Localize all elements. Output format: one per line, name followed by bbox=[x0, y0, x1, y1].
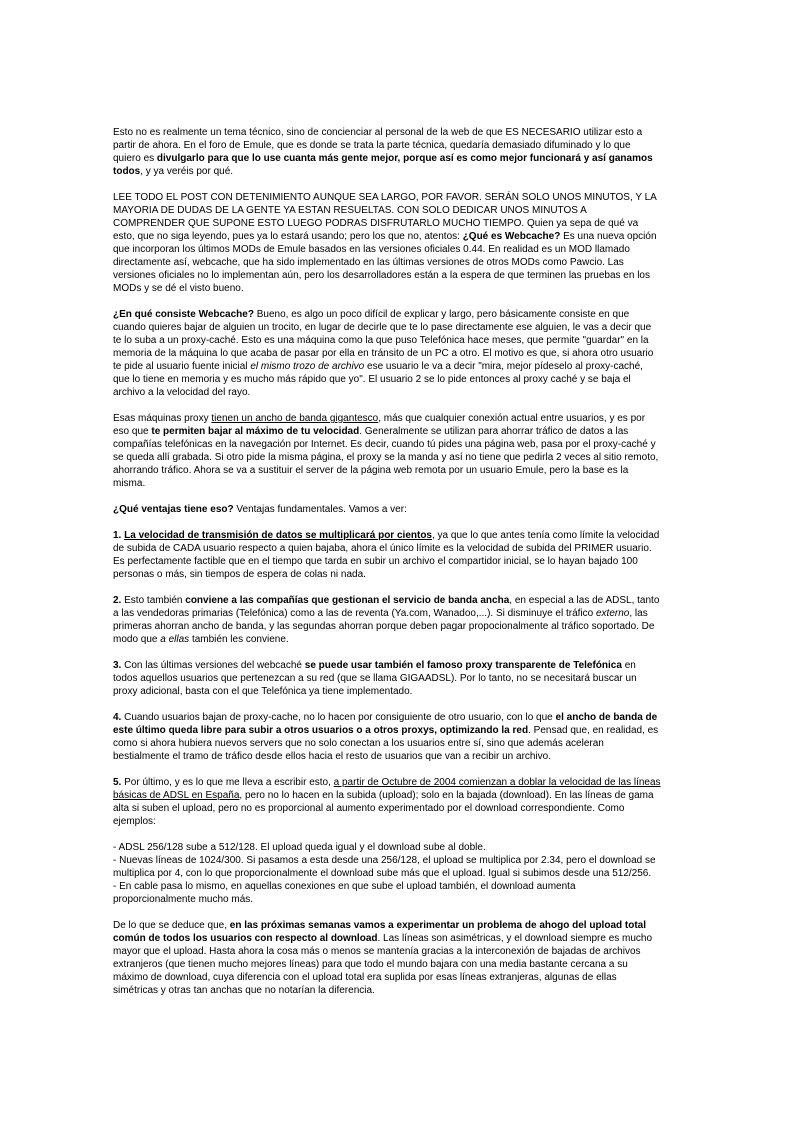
text-segment: Esto también bbox=[121, 595, 186, 606]
text-segment: en las próximas semanas vamos a experimentar un problema de ahogo del upload total común de todos los usuarios con respecto al download bbox=[113, 920, 647, 944]
paragraph-p8 bbox=[113, 659, 661, 698]
text-segment: en todos aquellos usuarios que pertenezcan a su red (que se llama GIGAADSL). Por lo tanto, no se necesitará buscar un proxy adicional, basta con el que Telefónica ya tiene implementado. bbox=[113, 660, 637, 697]
paragraph-p10 bbox=[113, 776, 661, 828]
text-segment: conviene a las compañías que gestionan el servicio de banda ancha bbox=[185, 595, 510, 606]
text-segment: el ancho de banda de este último queda libre para subir a otros usuarios o a otros proxys, optimizando la red bbox=[113, 712, 658, 736]
text-segment: La velocidad de transmisión de datos se multiplicará por cientos bbox=[124, 530, 432, 541]
text-segment: se puede usar también el famoso proxy transparente de Telefónica bbox=[304, 660, 622, 671]
text-segment: 3. bbox=[113, 660, 122, 671]
text-segment: 4. bbox=[113, 712, 122, 723]
text-segment: a ellas bbox=[160, 634, 190, 645]
text-segment: , y ya veréis por qué. bbox=[140, 166, 234, 177]
paragraph-p1 bbox=[113, 126, 661, 178]
paragraph-p9 bbox=[113, 711, 661, 763]
text-segment: . Generalmente se utilizan para ahorrar tráfico de datos a las compañías telefónicas en la navegación por Internet. Es decir, cuando tú pides una página web, pasa por el proxy-caché y se queda allí grabada. Si otro pide la misma página, el proxy se la manda y así no tiene que pedirla 2 veces al sitio remoto, ahorrando tráfico. Ahora se va a sustituir el server de la página web remota por un usuario Emule, pero la base es la misma. bbox=[113, 426, 659, 489]
paragraph-p4 bbox=[113, 412, 661, 490]
text-segment: 1. bbox=[113, 530, 125, 541]
text-segment: ¿Qué ventajas tiene eso? bbox=[113, 504, 234, 515]
text-segment: 2. bbox=[113, 595, 122, 606]
paragraph-p3 bbox=[113, 308, 661, 399]
document-body bbox=[113, 126, 661, 1010]
text-segment: Ventajas fundamentales. Vamos a ver: bbox=[233, 504, 407, 515]
paragraph-p6 bbox=[113, 529, 661, 581]
text-segment: Esto no es realmente un tema técnico, sino de concienciar al personal de la web de que ES NECESARIO utilizar esto a partir de ahora. En el foro de Emule, que es donde se trata la parte técnica, quedaría demasiado difuminado y lo que quiero es bbox=[113, 127, 643, 164]
text-segment: LEE TODO EL POST CON DETENIMIENTO AUNQUE SEA LARGO, POR FAVOR. SERÁN SOLO UNOS MINUTOS, Y LA MAYORIA DE DUDAS DE LA GENTE YA ESTAN RESUELTAS. CON SOLO DEDICAR UNOS MINUTOS A COMPRENDER QUE SUPONE ESTO LUEGO PODRAS DISFRUTARLO MUCHO TIEMPO. Quien ya sepa de qué va esto, que no siga leyendo, pues ya lo estará usando; pero los que no, atentos: bbox=[113, 192, 657, 242]
text-segment: a partir de Octubre de 2004 comienzan a doblar la velocidad de las líneas básicas de ADSL en España bbox=[113, 777, 661, 801]
text-segment: divulgarlo para que lo use cuanta más gente mejor, porque así es como mejor funcionará y así ganamos todos bbox=[113, 153, 653, 177]
text-segment: - ADSL 256/128 sube a 512/128. El upload queda igual y el download sube al doble. bbox=[113, 842, 486, 853]
paragraph-p2 bbox=[113, 191, 661, 295]
text-segment: ¿En qué consiste Webcache? bbox=[113, 309, 254, 320]
text-segment: ¿Qué es Webcache? bbox=[462, 231, 561, 242]
text-segment: Bueno, es algo un poco difícil de explicar y largo, pero básicamente consiste en que cuando quieres bajar de alguien un trocito, en lugar de decirle que te lo pase directamente ese alguien, le vas a decir que te lo suba a un proxy-caché. Esto es una máquina como la que puso Telefónica hace meses, que permite "guardar" en la memoria de la máquina lo que acaba de pasar por ella en tránsito de un PC a otro. El motivo es que, si ahora otro usuario te pide al usuario fuente inicial bbox=[113, 309, 654, 372]
text-segment: , en especial a las de ADSL, tanto a las vendedoras primarias (Telefónica) como a las de reventa (Ya.com, Wanadoo,...). Si disminuye el tráfico bbox=[113, 595, 660, 619]
text-segment: - En cable pasa lo mismo, en aquellas conexiones en que sube el upload también, el download aumenta proporcionalmente mucho más. bbox=[113, 881, 576, 905]
text-segment: . Las líneas son asimétricas, y el download siempre es mucho mayor que el upload. Hasta ahora la cosa más o menos se mantenía gracias a la interconexión de bajadas de archivos extranjeros (que tienen mucho mejores líneas) para que todo el mundo bajara con una media bastante cercana a su máximo de download, cuya diferencia con el upload total era suplida por esas líneas extranjeras, algunas de ellas simétricas y otras tan anchas que no notarían la diferencia. bbox=[113, 933, 653, 996]
text-segment: - Nuevas líneas de 1024/300. Si pasamos a esta desde una 256/128, el upload se multiplica por 2.34, pero el download se multiplica por 4, con lo que proporcionalmente el download sube más que el upload. Igual si subimos desde una 512/256. bbox=[113, 855, 656, 879]
text-segment: , ya que lo que antes tenía como límite la velocidad de subida de CADA usuario respecto a quien bajaba, ahora el único límite es la velocidad de subida del PRIMER usuario. Es perfectamente factible que en el tiempo que tarda en subir un archivo el compartidor inicial, se lo hayan bajado 100 personas o más, sin tiempos de espera de colas ni nada. bbox=[113, 530, 660, 580]
text-segment: el mismo trozo de archivo bbox=[250, 361, 365, 372]
text-segment: , más que cualquier conexión actual entre usuarios, y es por eso que bbox=[113, 413, 646, 437]
paragraph-p11b bbox=[113, 854, 661, 880]
paragraph-p5 bbox=[113, 503, 661, 516]
text-segment: . Pensad que, en realidad, es como si ahora hubiera nuevos servers que no solo conectan a los usuarios entre sí, sino que además aceleran bestialmente el tramo de tráfico desde ellos hacia el resto de usuarios que van a recibir un archivo. bbox=[113, 725, 659, 762]
text-segment: Por último, y es lo que me lleva a escribir esto, bbox=[121, 777, 334, 788]
paragraph-p11c bbox=[113, 880, 661, 906]
text-segment: Cuando usuarios bajan de proxy-cache, no lo hacen por consiguiente de otro usuario, con lo que bbox=[121, 712, 556, 723]
text-segment: 5. bbox=[113, 777, 122, 788]
paragraph-p7 bbox=[113, 594, 661, 646]
text-segment: , pero no lo hacen en la subida (upload); solo en la bajada (download). En las líneas de gama alta si suben el upload, pero no es proporcional al aumento experimentado por el download correspondiente. Como ejemplos: bbox=[113, 790, 654, 827]
paragraph-p12 bbox=[113, 919, 661, 997]
text-segment: Es una nueva opción que incorporan los últimos MODs de Emule basados en las versiones oficiales 0.44. En realidad es un MOD llamado directamente así, webcache, que ha sido implementado en las últimas versiones de otros MODs como Pawcio. Las versiones oficiales no lo implementan aún, pero los desarrolladores están a la espera de que terminen las pruebas en los MODs y se dé el visto bueno. bbox=[113, 231, 657, 294]
text-segment: tienen un ancho de banda gigantesco bbox=[211, 413, 379, 424]
text-segment: Con las últimas versiones del webcaché bbox=[121, 660, 305, 671]
text-segment: externo bbox=[596, 608, 630, 619]
text-segment: ese usuario le va a decir "mira, mejor pídeselo al proxy-caché, que lo tiene en memoria y es mucho más rápido que yo". El usuario 2 se lo pide entonces al proxy caché y se baja el archivo a la velocidad del rayo. bbox=[113, 361, 643, 398]
text-segment: , las primeras ahorran ancho de banda, y las segundas ahorran porque deben pagar propocionalmente al tráfico soportado. De modo que bbox=[113, 608, 655, 645]
text-segment: te permiten bajar al máximo de tu velocidad bbox=[151, 426, 360, 437]
paragraph-p11a bbox=[113, 841, 661, 854]
text-segment: Esas máquinas proxy bbox=[113, 413, 212, 424]
text-segment: De lo que se deduce que, bbox=[113, 920, 230, 931]
text-segment: también les conviene. bbox=[189, 634, 289, 645]
